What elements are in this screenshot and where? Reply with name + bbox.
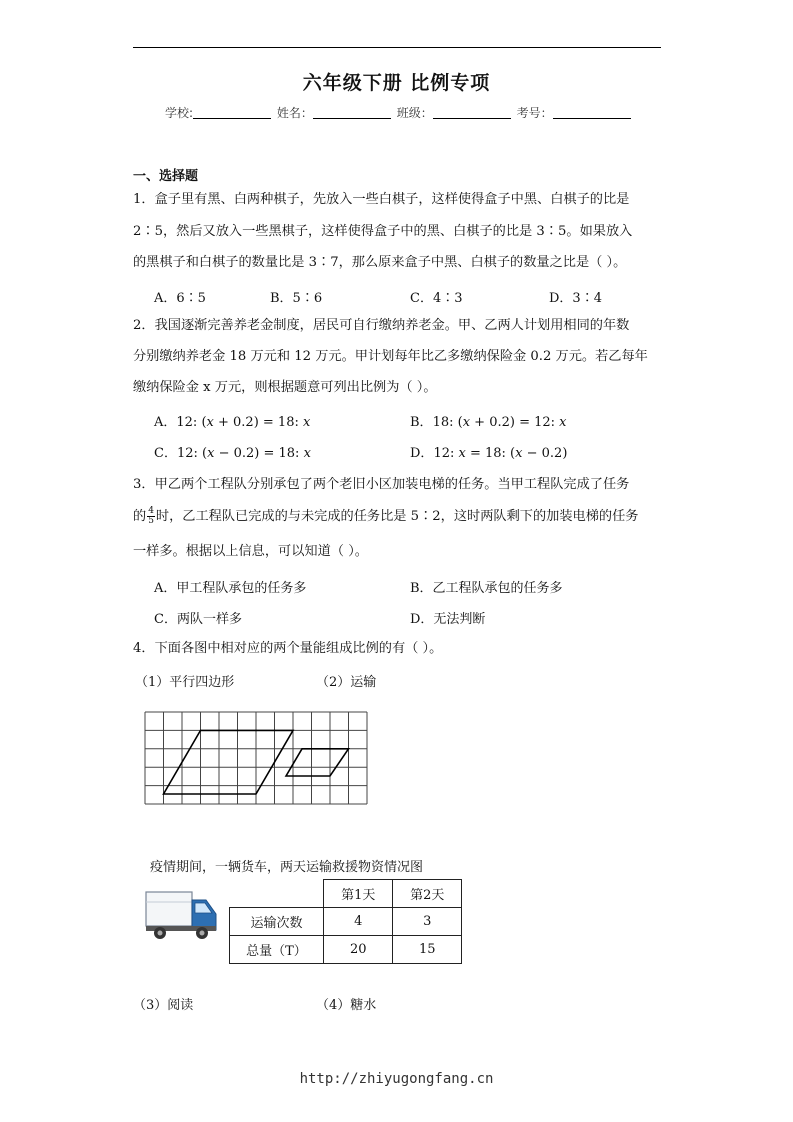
- q2-d-var: x: [458, 446, 466, 461]
- class-label: 班级：: [396, 106, 433, 120]
- q1-option-c: C．4∶3: [410, 291, 463, 306]
- q2-d-var2: x: [515, 446, 523, 461]
- q2-option-c-label: C．: [154, 446, 177, 461]
- q3-option-d: D．无法判断: [410, 612, 486, 627]
- q2-a-var2: x: [303, 415, 311, 430]
- header-rule: [133, 47, 661, 48]
- q2-c-var: x: [207, 446, 215, 461]
- q2-line-2: 分别缴纳养老金 18 万元和 12 万元。甲计划每年比乙多缴纳保险金 0.2 万元。若乙每年: [133, 349, 648, 364]
- table-header-cell: 第1天: [323, 880, 393, 908]
- name-blank: [313, 106, 391, 119]
- table-row: [230, 936, 462, 964]
- q3-line-1: 3．甲乙两个工程队分别承包了两个老旧小区加装电梯的任务。当甲工程队完成了任务: [133, 477, 630, 492]
- section-title: 一、选择题: [133, 169, 199, 184]
- q2-line-3: 缴纳保险金 x 万元，则根据题意可列出比例为（ ）。: [133, 380, 437, 395]
- q2-line-1: 2．我国逐渐完善养老金制度，居民可自行缴纳养老金。甲、乙两人计划用相同的年数: [133, 318, 630, 333]
- student-info-row: [165, 104, 633, 121]
- footer-url[interactable]: http://zhiyugongfang.cn: [299, 1071, 494, 1087]
- table-cell: 15: [393, 936, 462, 964]
- q2-a-var: x: [206, 415, 214, 430]
- figure-label-4: （4）糖水: [316, 998, 377, 1013]
- transport-table: [229, 879, 462, 964]
- school-label: 学校:: [165, 106, 194, 120]
- exam-no-label: 考号：: [516, 106, 553, 120]
- q1-option-b: B．5∶6: [270, 291, 323, 306]
- fraction-denominator: 5: [148, 516, 154, 526]
- q3-option-b: B．乙工程队承包的任务多: [410, 581, 563, 596]
- q1-line-1: 1．盒子里有黑、白两种棋子，先放入一些白棋子，这样使得盒子中黑、白棋子的比是: [133, 192, 630, 207]
- q2-option-c: [154, 442, 311, 461]
- exam-no-blank: [553, 106, 631, 119]
- class-blank: [433, 106, 511, 119]
- table-row-label: 运输次数: [230, 908, 324, 936]
- q1-option-d: D．3∶4: [549, 291, 602, 306]
- figure-label-3: （3）阅读: [133, 998, 194, 1013]
- q2-d-part1: 12:: [433, 446, 459, 461]
- q3-line-2-end: 时，乙工程队已完成的与未完成的任务比是 5∶2，这时两队剩下的加装电梯的任务: [155, 509, 639, 524]
- table-cell: 20: [323, 936, 393, 964]
- table-corner-cell: [230, 880, 324, 908]
- q3-fraction: [147, 507, 155, 526]
- q2-c-part2: − 0.2) = 18:: [214, 446, 304, 461]
- figure-label-2: （2）运输: [316, 675, 377, 690]
- q1-line-3: 的黑棋子和白棋子的数量比是 3∶7，那么原来盒子中黑、白棋子的数量之比是（ ）。: [133, 255, 627, 270]
- small-parallelogram: [286, 749, 349, 776]
- q3-line-3: 一样多。根据以上信息，可以知道（ ）。: [133, 544, 368, 559]
- fraction-numerator: 4: [148, 506, 154, 516]
- table-row: [230, 908, 462, 936]
- q3-option-a: A．甲工程队承包的任务多: [154, 581, 307, 596]
- q2-b-var2: x: [559, 415, 567, 430]
- large-parallelogram: [164, 730, 294, 794]
- q2-option-b: [410, 411, 567, 430]
- q2-option-d: [410, 442, 567, 461]
- q2-d-part3: − 0.2): [522, 446, 568, 461]
- q2-c-var2: x: [303, 446, 311, 461]
- q2-option-a: [154, 411, 310, 430]
- q2-option-a-label: A．: [154, 415, 177, 430]
- table-row: [230, 880, 462, 908]
- q2-d-part2: = 18: (: [465, 446, 516, 461]
- q1-option-a: A．6∶5: [154, 291, 206, 306]
- name-label: 姓名：: [276, 106, 313, 120]
- figure-label-1: （1）平行四边形: [135, 675, 235, 690]
- q2-option-b-label: B．: [410, 415, 433, 430]
- q2-b-var: x: [462, 415, 471, 430]
- q2-a-part2: + 0.2) = 18:: [213, 415, 303, 430]
- q1-line-2: 2∶5，然后又放入一些黑棋子，这样使得盒子中的黑、白棋子的比是 3∶5。如果放入: [133, 224, 633, 239]
- transport-caption: 疫情期间，一辆货车，两天运输救援物资情况图: [150, 860, 424, 875]
- grid-lines: [145, 712, 367, 804]
- parallelogram-grid-figure: [140, 708, 370, 812]
- q2-a-part1: 12: (: [176, 415, 207, 430]
- q2-b-part1: 18: (: [432, 415, 463, 430]
- truck-icon: [144, 888, 220, 943]
- table-cell: 4: [323, 908, 393, 936]
- q3-line-2: [133, 507, 638, 527]
- q4-line-1: 4．下面各图中相对应的两个量能组成比例的有（ ）。: [133, 641, 443, 656]
- page-title: 六年级下册 比例专项: [302, 72, 491, 94]
- q3-option-c: C．两队一样多: [154, 612, 242, 627]
- table-row-label: 总量（T）: [230, 936, 324, 964]
- school-blank: [193, 106, 271, 119]
- table-header-cell: 第2天: [393, 880, 462, 908]
- q2-option-d-label: D．: [410, 446, 434, 461]
- table-cell: 3: [393, 908, 462, 936]
- q2-c-part1: 12: (: [176, 446, 208, 461]
- q3-line-2-start: 的: [133, 509, 147, 524]
- q2-b-part2: + 0.2) = 12:: [470, 415, 560, 430]
